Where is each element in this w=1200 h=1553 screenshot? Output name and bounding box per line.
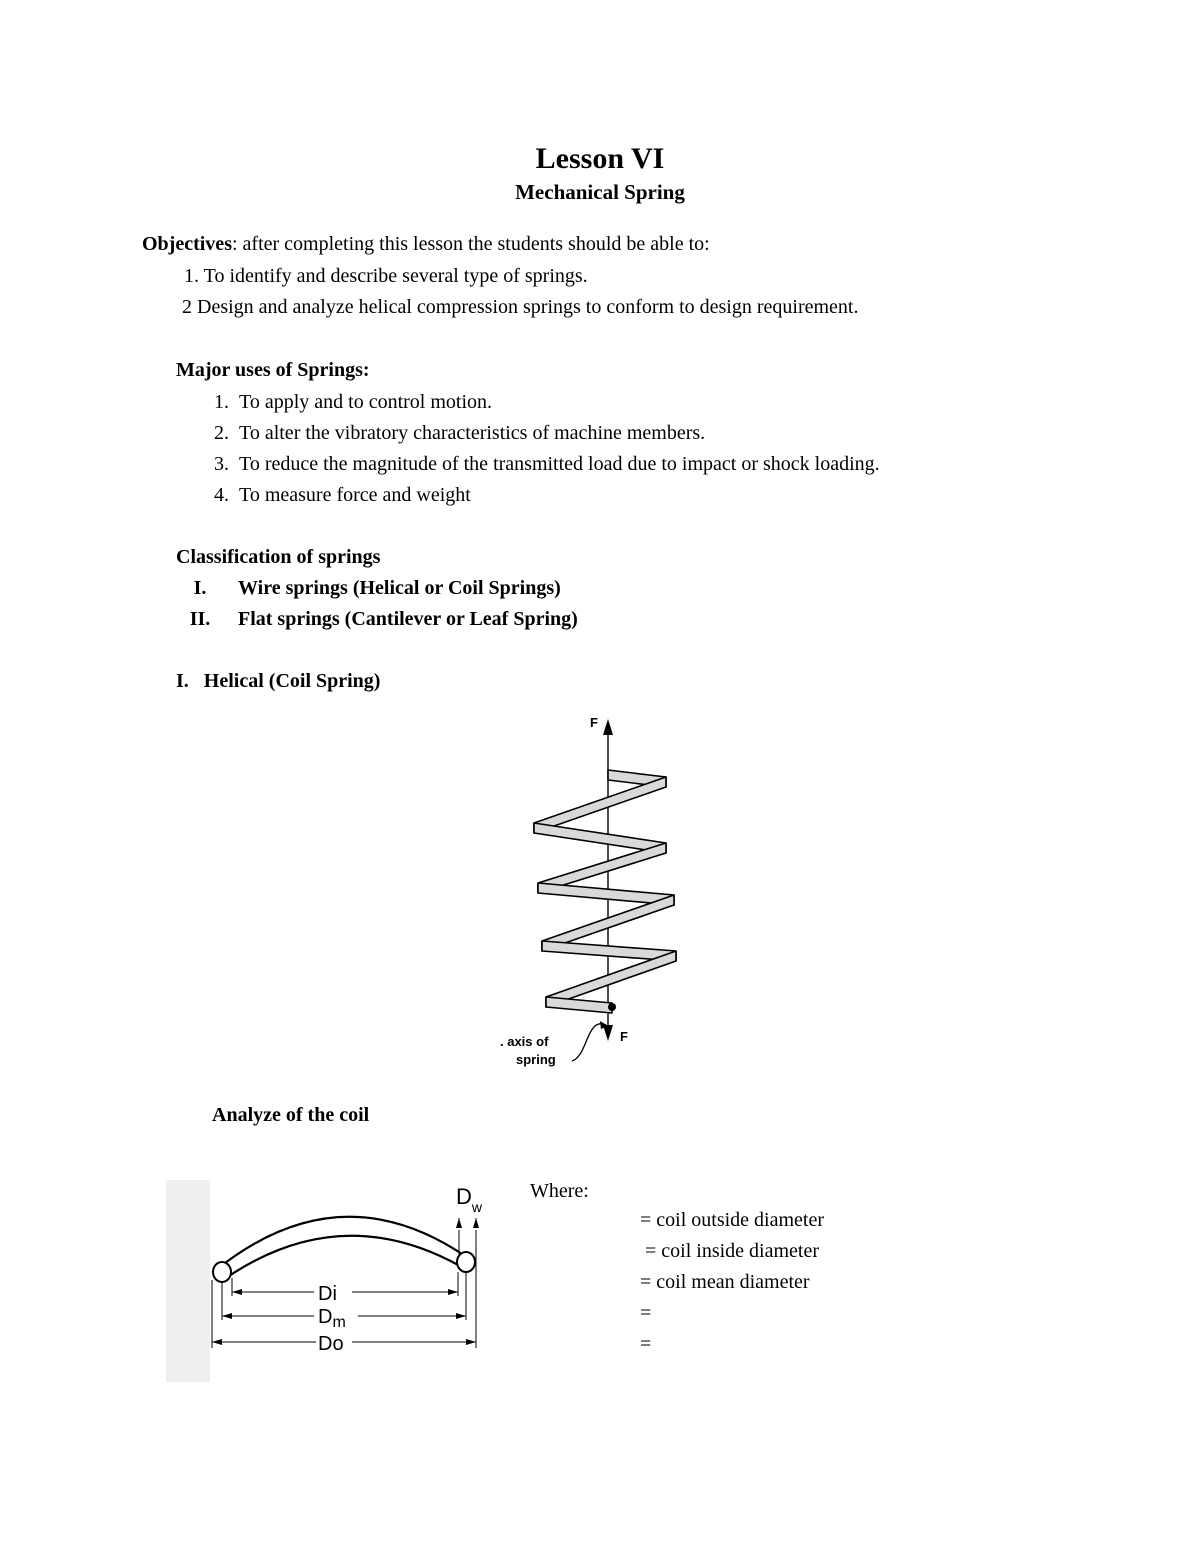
- list-item: I. Wire springs (Helical or Coil Springs): [193, 577, 561, 599]
- lesson-title: Lesson VI: [535, 142, 665, 175]
- list-item: 4. To measure force and weight: [214, 484, 471, 506]
- analyze-heading: Analyze of the coil: [212, 1104, 370, 1126]
- force-label-bottom: F: [620, 1029, 628, 1044]
- di-label: Di: [318, 1283, 337, 1305]
- definition-blank: =: [640, 1302, 652, 1324]
- definition-dm: = coil mean diameter: [640, 1271, 810, 1293]
- list-item: 3. To reduce the magnitude of the transmitted load due to impact or shock loading.: [214, 453, 880, 475]
- classification-heading: Classification of springs: [176, 546, 381, 568]
- axis-label-line2: spring: [516, 1052, 556, 1067]
- definition-do: = coil outside diameter: [640, 1209, 825, 1231]
- spring-end-dot: [608, 1003, 616, 1011]
- list-item: 1. To apply and to control motion.: [214, 391, 493, 413]
- lesson-subtitle: Mechanical Spring: [515, 180, 685, 204]
- dw-label: $D_w$: [456, 1184, 483, 1215]
- coil-section-figure: [166, 1180, 510, 1382]
- where-label: Where:: [530, 1180, 589, 1202]
- scan-shadow: [166, 1180, 210, 1382]
- list-item: 2. To alter the vibratory characteristics of machine members.: [214, 422, 706, 444]
- objective-item: 1. To identify and describe several type of springs.: [184, 265, 588, 287]
- do-label: Do: [318, 1333, 344, 1355]
- major-uses-heading: Major uses of Springs:: [176, 359, 370, 381]
- definition-di: = coil inside diameter: [640, 1240, 820, 1262]
- objectives-label: Objectives: [142, 233, 232, 255]
- dm-label: $D_m$: [318, 1306, 346, 1331]
- spring-coils: [534, 770, 676, 1013]
- objectives-intro: : after completing this lesson the students should be able to:: [231, 233, 710, 255]
- objective-item: 2 Design and analyze helical compression springs to conform to design requirement.: [182, 296, 859, 318]
- helical-heading: I. Helical (Coil Spring): [176, 670, 381, 692]
- list-item: II. Flat springs (Cantilever or Leaf Spring): [189, 608, 578, 630]
- axis-label-line1: . axis of: [500, 1034, 549, 1049]
- helical-spring-figure: [490, 705, 680, 1075]
- objectives-line: [142, 233, 710, 256]
- force-label-top: F: [590, 715, 598, 730]
- definition-blank: =: [640, 1333, 652, 1355]
